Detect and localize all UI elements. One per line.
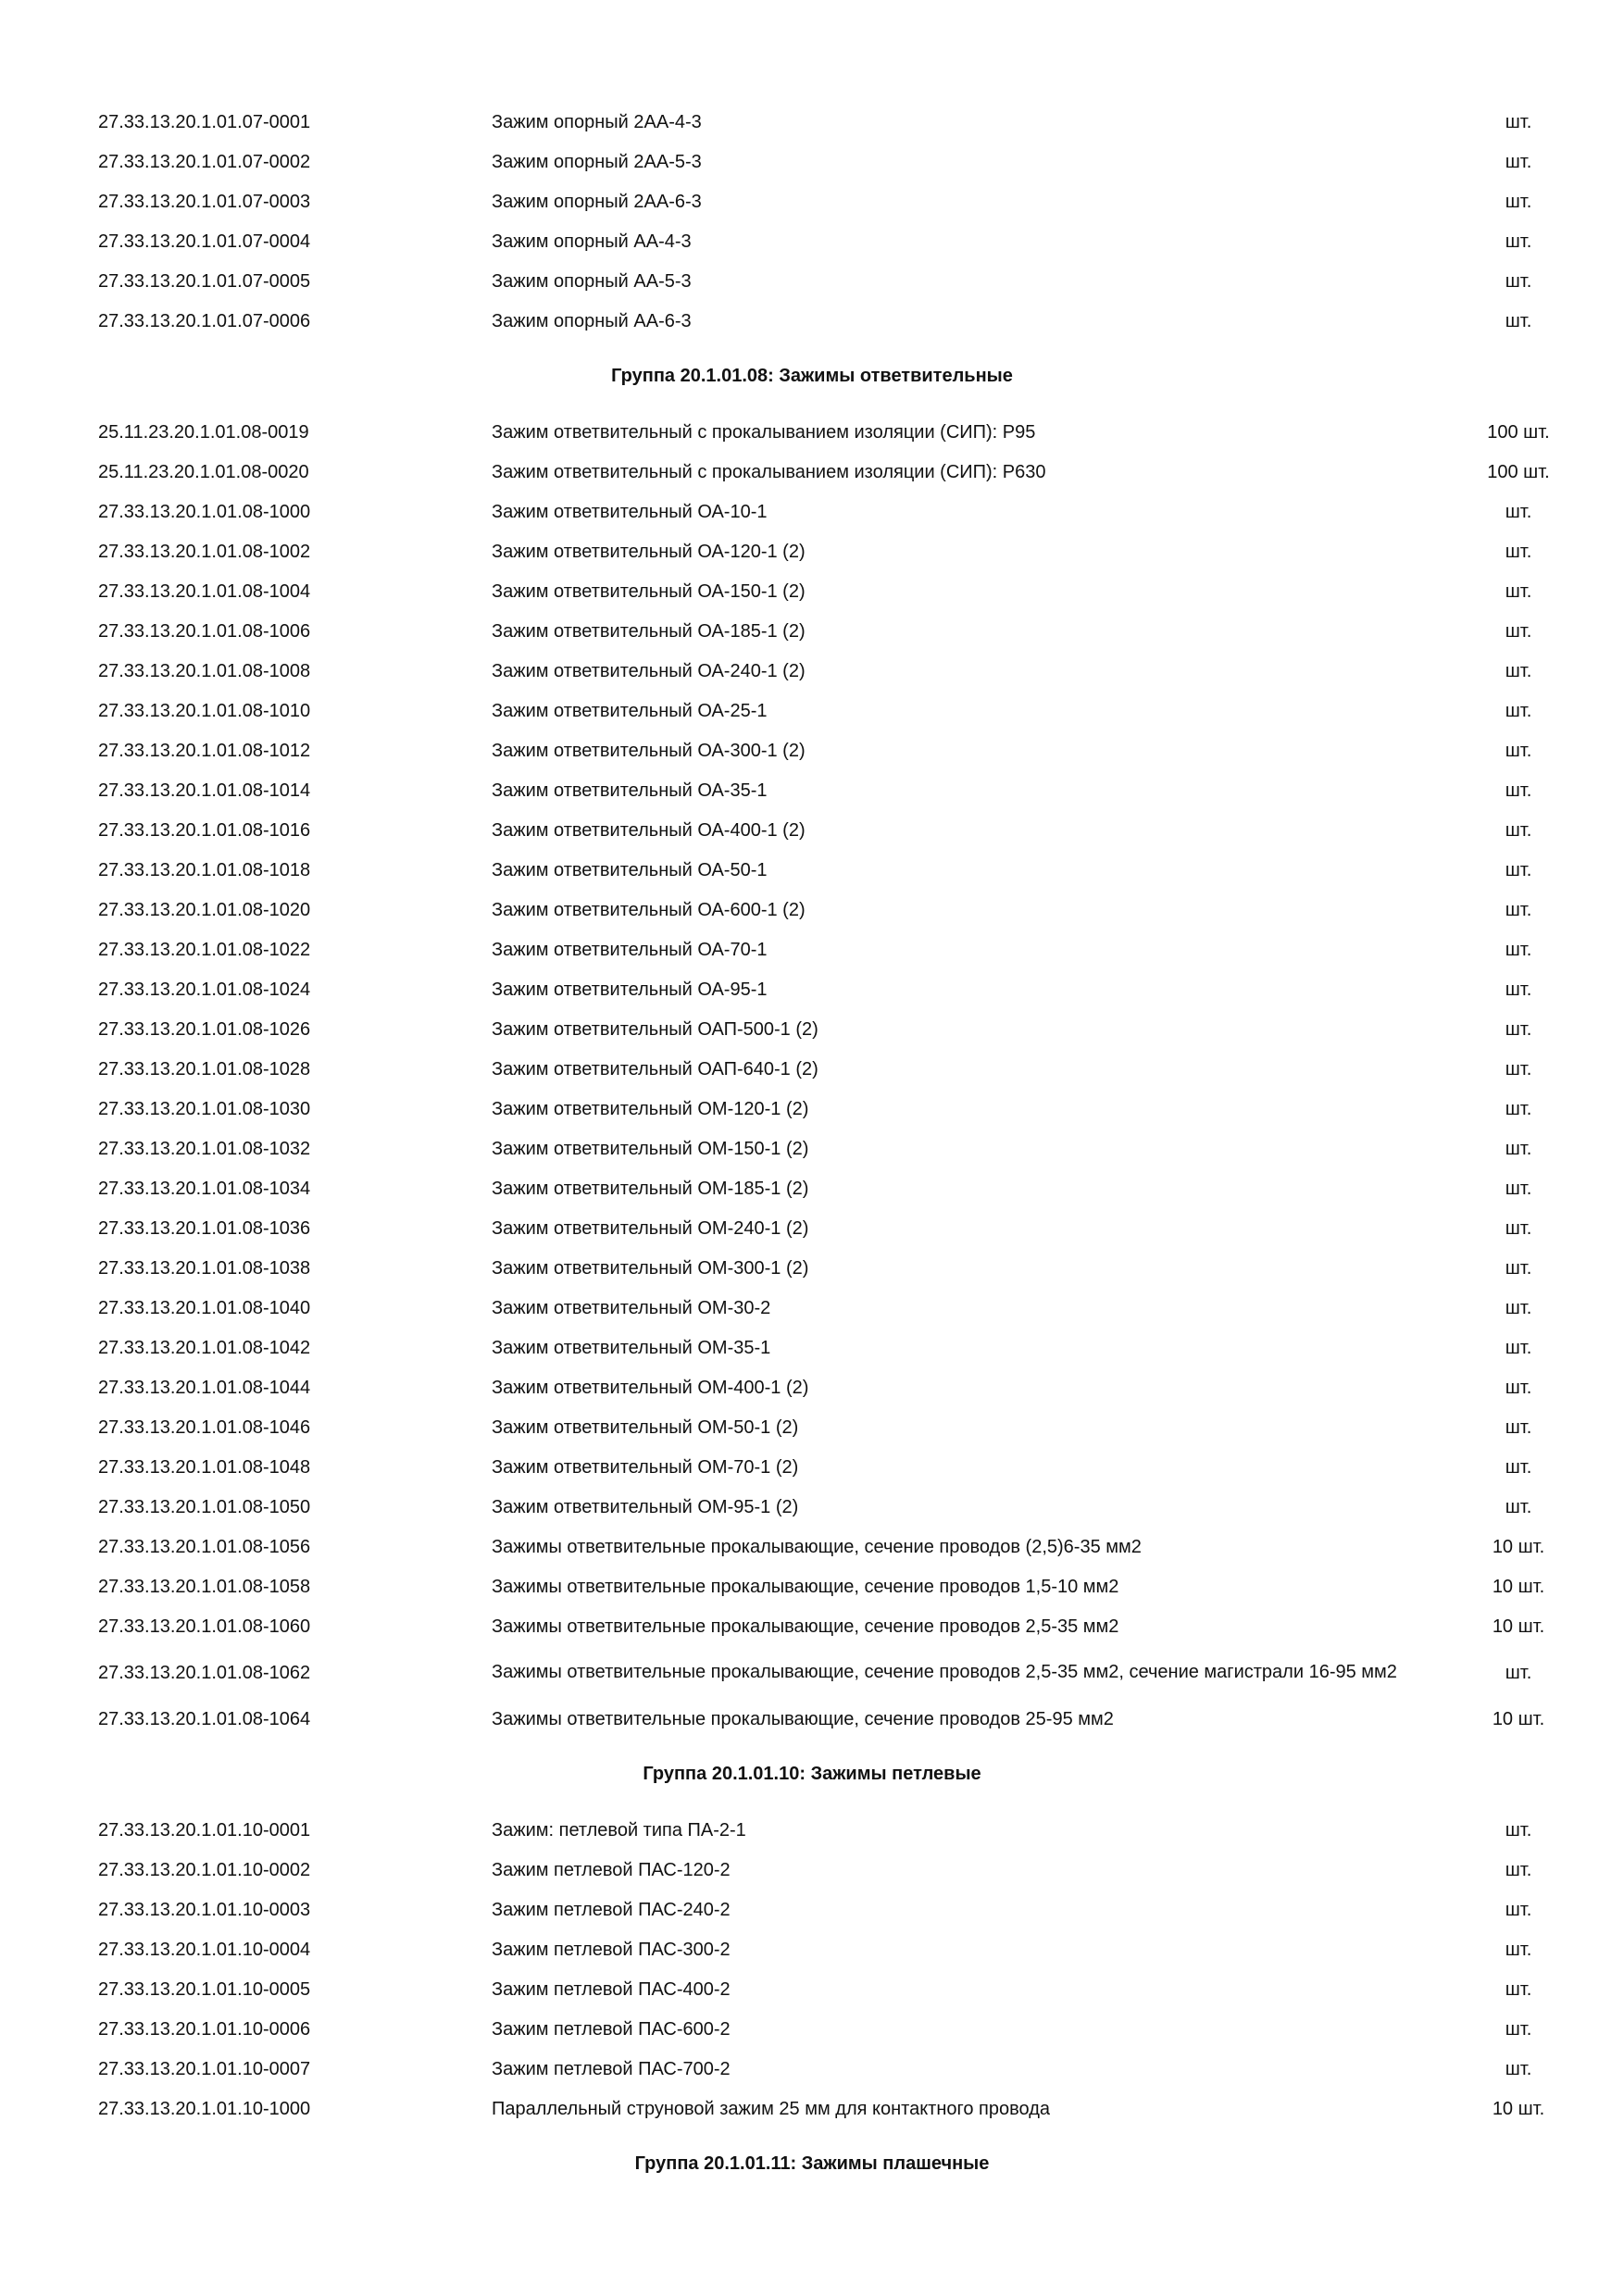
item-unit: шт. bbox=[1505, 1058, 1532, 1079]
item-code: 27.33.13.20.1.01.08-1058 bbox=[98, 1576, 311, 1597]
table-row bbox=[0, 261, 1624, 301]
item-unit: шт. bbox=[1505, 700, 1532, 721]
item-unit: шт. bbox=[1505, 1297, 1532, 1318]
item-name: Зажим ответвительный ОМ-70-1 (2) bbox=[492, 1456, 799, 1478]
item-name: Зажим ответвительный ОМ-30-2 bbox=[492, 1297, 771, 1318]
table-row bbox=[0, 1407, 1624, 1447]
table-row bbox=[0, 770, 1624, 810]
item-name: Зажим ответвительный ОМ-35-1 bbox=[492, 1337, 771, 1358]
table-row bbox=[0, 1646, 1624, 1699]
item-name: Зажимы ответвительные прокалывающие, сечение проводов (2,5)6-35 мм2 bbox=[492, 1536, 1142, 1557]
item-unit: шт. bbox=[1505, 151, 1532, 172]
item-code: 27.33.13.20.1.01.08-1056 bbox=[98, 1536, 311, 1557]
item-name: Зажим ответвительный ОА-95-1 bbox=[492, 979, 768, 1000]
item-code: 27.33.13.20.1.01.08-1048 bbox=[98, 1456, 311, 1478]
item-name: Зажим петлевой ПАС-120-2 bbox=[492, 1859, 731, 1880]
item-name: Зажим ответвительный ОА-150-1 (2) bbox=[492, 580, 806, 602]
item-unit: шт. bbox=[1505, 2018, 1532, 2040]
table-row bbox=[0, 301, 1624, 341]
group-heading: Группа 20.1.01.10: Зажимы петлевые bbox=[643, 1764, 981, 1784]
item-code: 25.11.23.20.1.01.08-0019 bbox=[98, 421, 309, 443]
item-name: Зажим ответвительный ОМ-300-1 (2) bbox=[492, 1257, 809, 1279]
item-unit: шт. bbox=[1505, 740, 1532, 761]
item-unit: шт. bbox=[1505, 620, 1532, 642]
item-unit: шт. bbox=[1505, 859, 1532, 880]
item-unit: шт. bbox=[1505, 191, 1532, 212]
item-name: Зажим: петлевой типа ПА-2-1 bbox=[492, 1819, 746, 1841]
item-code: 25.11.23.20.1.01.08-0020 bbox=[98, 461, 309, 482]
item-unit: 100 шт. bbox=[1487, 421, 1550, 443]
table-row bbox=[0, 1129, 1624, 1168]
item-name: Зажим ответвительный ОМ-240-1 (2) bbox=[492, 1217, 809, 1239]
table-row bbox=[0, 1288, 1624, 1328]
item-name: Зажим ответвительный ОМ-95-1 (2) bbox=[492, 1496, 799, 1517]
document-page bbox=[0, 102, 1624, 2200]
item-unit: шт. bbox=[1505, 1456, 1532, 1478]
item-unit: шт. bbox=[1505, 939, 1532, 960]
item-name: Зажим ответвительный ОА-400-1 (2) bbox=[492, 819, 806, 841]
item-unit: шт. bbox=[1505, 1819, 1532, 1841]
item-code: 27.33.13.20.1.01.10-0004 bbox=[98, 1939, 311, 1960]
item-name: Зажим опорный АА-6-3 bbox=[492, 310, 692, 331]
item-unit: шт. bbox=[1505, 580, 1532, 602]
item-code: 27.33.13.20.1.01.10-0002 bbox=[98, 1859, 311, 1880]
item-unit: шт. bbox=[1505, 979, 1532, 1000]
item-unit: шт. bbox=[1505, 1859, 1532, 1880]
item-unit: шт. bbox=[1505, 1138, 1532, 1159]
item-name: Зажим ответвительный ОА-50-1 bbox=[492, 859, 768, 880]
item-unit: шт. bbox=[1505, 1217, 1532, 1239]
item-code: 27.33.13.20.1.01.08-1016 bbox=[98, 819, 311, 841]
item-name: Зажимы ответвительные прокалывающие, сечение проводов 1,5-10 мм2 bbox=[492, 1576, 1119, 1597]
table-row bbox=[0, 1850, 1624, 1890]
item-name: Зажим ответвительный ОА-35-1 bbox=[492, 780, 768, 801]
table-row bbox=[0, 850, 1624, 890]
table-row bbox=[0, 1969, 1624, 2009]
item-code: 27.33.13.20.1.01.08-1062 bbox=[98, 1662, 311, 1683]
item-unit: шт. bbox=[1505, 2058, 1532, 2079]
item-unit: шт. bbox=[1505, 1416, 1532, 1438]
item-code: 27.33.13.20.1.01.08-1026 bbox=[98, 1018, 311, 1040]
item-name: Зажим ответвительный с прокалыванием изоляции (СИП): Р630 bbox=[492, 461, 1046, 482]
item-code: 27.33.13.20.1.01.08-1002 bbox=[98, 541, 311, 562]
table-row bbox=[0, 1328, 1624, 1367]
item-code: 27.33.13.20.1.01.08-1064 bbox=[98, 1708, 311, 1729]
table-row bbox=[0, 1248, 1624, 1288]
table-row bbox=[0, 1049, 1624, 1089]
item-unit: 10 шт. bbox=[1492, 1536, 1545, 1557]
item-unit: 100 шт. bbox=[1487, 461, 1550, 482]
item-code: 27.33.13.20.1.01.08-1034 bbox=[98, 1178, 311, 1199]
item-name: Параллельный струновой зажим 25 мм для контактного провода bbox=[492, 2098, 1050, 2119]
item-name: Зажим петлевой ПАС-300-2 bbox=[492, 1939, 731, 1960]
item-unit: шт. bbox=[1505, 1939, 1532, 1960]
item-code: 27.33.13.20.1.01.08-1004 bbox=[98, 580, 311, 602]
table-row bbox=[0, 452, 1624, 492]
table-row bbox=[0, 2089, 1624, 2128]
item-unit: шт. bbox=[1505, 1337, 1532, 1358]
item-code: 27.33.13.20.1.01.08-1024 bbox=[98, 979, 311, 1000]
item-unit: шт. bbox=[1505, 899, 1532, 920]
item-code: 27.33.13.20.1.01.08-1038 bbox=[98, 1257, 311, 1279]
item-unit: 10 шт. bbox=[1492, 1616, 1545, 1637]
item-name: Зажимы ответвительные прокалывающие, сечение проводов 2,5-35 мм2, сечение магистрали 16-95 мм2 bbox=[492, 1662, 1397, 1682]
table-row bbox=[0, 102, 1624, 142]
item-code: 27.33.13.20.1.01.08-1022 bbox=[98, 939, 311, 960]
item-name: Зажим ответвительный ОА-25-1 bbox=[492, 700, 768, 721]
table-row bbox=[0, 611, 1624, 651]
item-code: 27.33.13.20.1.01.10-0003 bbox=[98, 1899, 311, 1920]
item-unit: шт. bbox=[1505, 1178, 1532, 1199]
item-unit: шт. bbox=[1505, 310, 1532, 331]
item-name: Зажим ответвительный ОМ-150-1 (2) bbox=[492, 1138, 809, 1159]
item-code: 27.33.13.20.1.01.07-0004 bbox=[98, 231, 311, 252]
table-row bbox=[0, 930, 1624, 969]
item-unit: шт. bbox=[1505, 819, 1532, 841]
item-unit: шт. bbox=[1505, 1978, 1532, 2000]
item-code: 27.33.13.20.1.01.08-1040 bbox=[98, 1297, 311, 1318]
item-name: Зажим ответвительный ОМ-50-1 (2) bbox=[492, 1416, 799, 1438]
group-heading: Группа 20.1.01.11: Зажимы плашечные bbox=[634, 2153, 990, 2174]
item-code: 27.33.13.20.1.01.08-1050 bbox=[98, 1496, 311, 1517]
item-code: 27.33.13.20.1.01.07-0001 bbox=[98, 111, 311, 132]
item-code: 27.33.13.20.1.01.08-1032 bbox=[98, 1138, 311, 1159]
item-name: Зажим ответвительный ОА-120-1 (2) bbox=[492, 541, 806, 562]
item-name: Зажим ответвительный ОА-70-1 bbox=[492, 939, 768, 960]
table-row bbox=[0, 810, 1624, 850]
item-name: Зажим петлевой ПАС-700-2 bbox=[492, 2058, 731, 2079]
item-name: Зажимы ответвительные прокалывающие, сечение проводов 2,5-35 мм2 bbox=[492, 1616, 1119, 1637]
item-unit: шт. bbox=[1505, 231, 1532, 252]
item-name: Зажим ответвительный ОА-240-1 (2) bbox=[492, 660, 806, 681]
item-name: Зажим опорный АА-5-3 bbox=[492, 270, 692, 292]
item-code: 27.33.13.20.1.01.08-1010 bbox=[98, 700, 311, 721]
item-code: 27.33.13.20.1.01.08-1000 bbox=[98, 501, 311, 522]
table-row bbox=[0, 1168, 1624, 1208]
table-row bbox=[0, 531, 1624, 571]
item-code: 27.33.13.20.1.01.07-0003 bbox=[98, 191, 311, 212]
table-row bbox=[0, 1089, 1624, 1129]
table-row bbox=[0, 1527, 1624, 1566]
table-row bbox=[0, 571, 1624, 611]
table-row bbox=[0, 730, 1624, 770]
item-code: 27.33.13.20.1.01.10-0006 bbox=[98, 2018, 311, 2040]
item-unit: шт. bbox=[1505, 1496, 1532, 1517]
item-unit: шт. bbox=[1505, 541, 1532, 562]
item-unit: шт. bbox=[1505, 1257, 1532, 1279]
table-row bbox=[0, 1890, 1624, 1929]
item-unit: шт. bbox=[1505, 660, 1532, 681]
table-row bbox=[0, 969, 1624, 1009]
table-row bbox=[0, 1566, 1624, 1606]
item-code: 27.33.13.20.1.01.08-1028 bbox=[98, 1058, 311, 1079]
item-name: Зажим опорный 2АА-6-3 bbox=[492, 191, 702, 212]
item-code: 27.33.13.20.1.01.08-1042 bbox=[98, 1337, 311, 1358]
item-unit: шт. bbox=[1505, 1662, 1532, 1683]
table-row bbox=[0, 691, 1624, 730]
item-code: 27.33.13.20.1.01.10-0007 bbox=[98, 2058, 311, 2079]
item-unit: шт. bbox=[1505, 270, 1532, 292]
item-unit: 10 шт. bbox=[1492, 2098, 1545, 2119]
item-code: 27.33.13.20.1.01.08-1036 bbox=[98, 1217, 311, 1239]
item-code: 27.33.13.20.1.01.07-0005 bbox=[98, 270, 311, 292]
item-code: 27.33.13.20.1.01.08-1006 bbox=[98, 620, 311, 642]
item-code: 27.33.13.20.1.01.08-1018 bbox=[98, 859, 311, 880]
item-name: Зажим ответвительный ОМ-400-1 (2) bbox=[492, 1377, 809, 1398]
item-unit: шт. bbox=[1505, 1018, 1532, 1040]
item-name: Зажим ответвительный ОАП-500-1 (2) bbox=[492, 1018, 818, 1040]
item-code: 27.33.13.20.1.01.08-1044 bbox=[98, 1377, 311, 1398]
item-unit: 10 шт. bbox=[1492, 1708, 1545, 1729]
item-code: 27.33.13.20.1.01.08-1014 bbox=[98, 780, 311, 801]
table-row bbox=[0, 2049, 1624, 2089]
item-name: Зажим ответвительный с прокалыванием изоляции (СИП): Р95 bbox=[492, 421, 1036, 443]
item-name: Зажим ответвительный ОМ-120-1 (2) bbox=[492, 1098, 809, 1119]
item-unit: 10 шт. bbox=[1492, 1576, 1545, 1597]
item-code: 27.33.13.20.1.01.08-1020 bbox=[98, 899, 311, 920]
item-unit: шт. bbox=[1505, 1377, 1532, 1398]
table-row bbox=[0, 1810, 1624, 1850]
item-code: 27.33.13.20.1.01.08-1060 bbox=[98, 1616, 311, 1637]
item-code: 27.33.13.20.1.01.08-1008 bbox=[98, 660, 311, 681]
table-row bbox=[0, 1606, 1624, 1646]
item-name: Зажим петлевой ПАС-600-2 bbox=[492, 2018, 731, 2040]
item-unit: шт. bbox=[1505, 1899, 1532, 1920]
item-unit: шт. bbox=[1505, 1098, 1532, 1119]
table-row bbox=[0, 1367, 1624, 1407]
item-code: 27.33.13.20.1.01.08-1012 bbox=[98, 740, 311, 761]
table-row bbox=[0, 181, 1624, 221]
table-row bbox=[0, 1208, 1624, 1248]
item-name: Зажим опорный 2АА-4-3 bbox=[492, 111, 702, 132]
item-name: Зажим ответвительный ОА-10-1 bbox=[492, 501, 768, 522]
item-name: Зажим петлевой ПАС-240-2 bbox=[492, 1899, 731, 1920]
table-row bbox=[0, 1447, 1624, 1487]
table-row bbox=[0, 1009, 1624, 1049]
item-name: Зажим ответвительный ОА-600-1 (2) bbox=[492, 899, 806, 920]
table-row bbox=[0, 1487, 1624, 1527]
table-row bbox=[0, 651, 1624, 691]
item-name: Зажим ответвительный ОАП-640-1 (2) bbox=[492, 1058, 818, 1079]
item-code: 27.33.13.20.1.01.10-0001 bbox=[98, 1819, 311, 1841]
item-name: Зажим ответвительный ОА-300-1 (2) bbox=[492, 740, 806, 761]
item-code: 27.33.13.20.1.01.10-1000 bbox=[98, 2098, 311, 2119]
item-name: Зажим опорный 2АА-5-3 bbox=[492, 151, 702, 172]
item-name: Зажим ответвительный ОМ-185-1 (2) bbox=[492, 1178, 809, 1199]
item-name: Зажим петлевой ПАС-400-2 bbox=[492, 1978, 731, 2000]
table-row bbox=[0, 142, 1624, 181]
item-unit: шт. bbox=[1505, 780, 1532, 801]
table-row bbox=[0, 2009, 1624, 2049]
table-row bbox=[0, 221, 1624, 261]
table-row bbox=[0, 890, 1624, 930]
item-code: 27.33.13.20.1.01.07-0006 bbox=[98, 310, 311, 331]
item-name: Зажим ответвительный ОА-185-1 (2) bbox=[492, 620, 806, 642]
item-unit: шт. bbox=[1505, 111, 1532, 132]
item-name: Зажимы ответвительные прокалывающие, сечение проводов 25-95 мм2 bbox=[492, 1708, 1114, 1729]
item-code: 27.33.13.20.1.01.08-1030 bbox=[98, 1098, 311, 1119]
item-name: Зажим опорный АА-4-3 bbox=[492, 231, 692, 252]
table-row bbox=[0, 412, 1624, 452]
table-row bbox=[0, 492, 1624, 531]
item-code: 27.33.13.20.1.01.07-0002 bbox=[98, 151, 311, 172]
item-code: 27.33.13.20.1.01.08-1046 bbox=[98, 1416, 311, 1438]
item-unit: шт. bbox=[1505, 501, 1532, 522]
table-row bbox=[0, 1699, 1624, 1739]
item-code: 27.33.13.20.1.01.10-0005 bbox=[98, 1978, 311, 2000]
table-row bbox=[0, 1929, 1624, 1969]
group-heading: Группа 20.1.01.08: Зажимы ответвительные bbox=[611, 366, 1013, 386]
